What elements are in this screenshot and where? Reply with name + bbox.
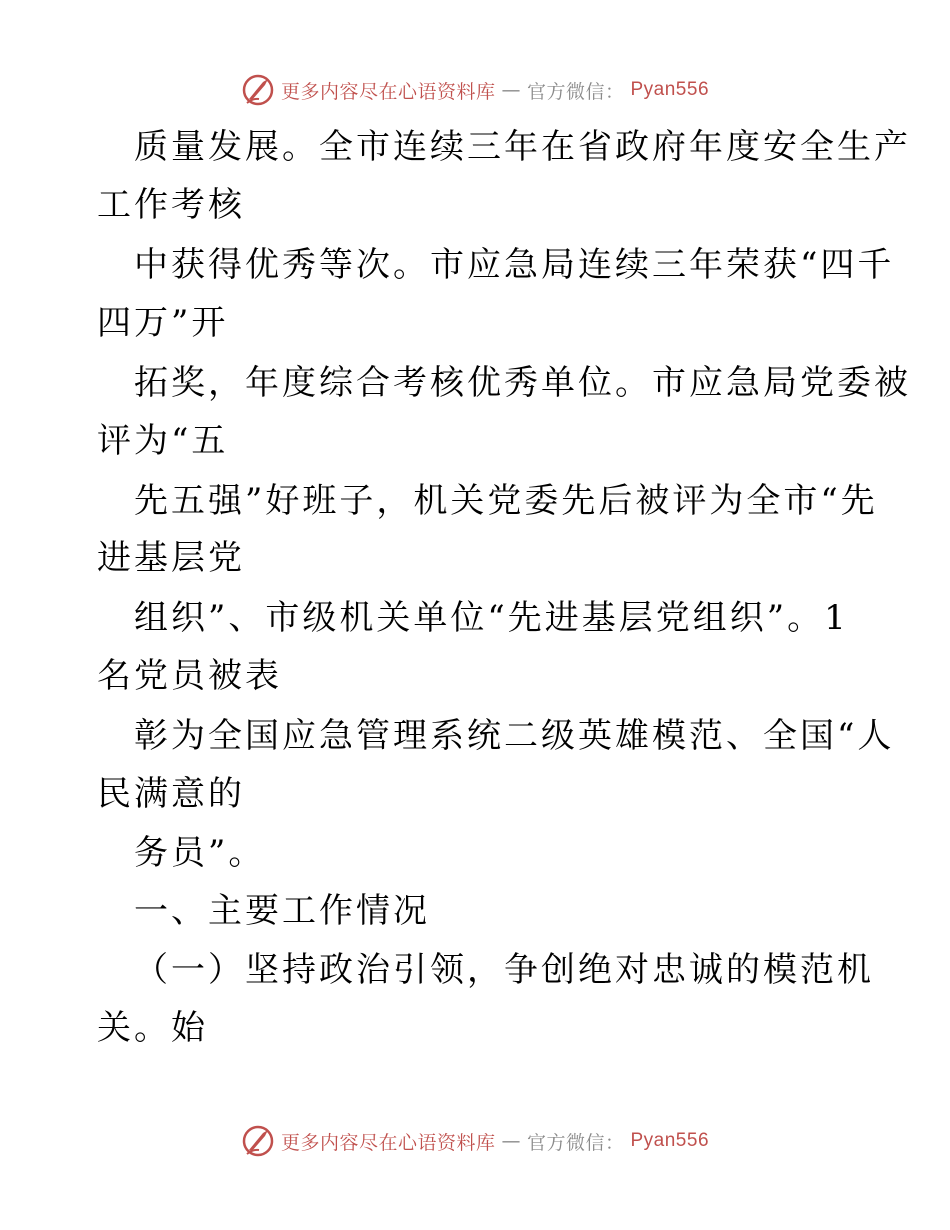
watermark-wechat-label: 官方微信： [526,1131,625,1154]
text-line: 先五强”好班子，机关党委先后被评为全市“先 [134,481,878,521]
footer-watermark [0,1124,950,1158]
quill-pen-logo-icon [241,73,275,107]
text-line: 中获得优秀等次。市应急局连续三年荣获“四千 [134,245,895,285]
watermark-wechat-id: Pyan556 [630,1130,710,1151]
section-heading: 一、主要工作情况 [134,891,430,931]
text-line: 务员”。 [134,833,266,873]
watermark-site-text: 更多内容尽在心语资料库 [280,80,496,103]
text-line: 彰为全国应急管理系统二级英雄模范、全国“人 [134,716,895,756]
text-line: 关。始 [97,1008,208,1048]
text-line: 进基层党 [97,538,245,578]
watermark-wechat-id: Pyan556 [630,79,710,100]
text-line: 评为“五 [97,421,229,461]
text-line: 民满意的 [97,774,245,814]
text-line: 名党员被表 [97,656,282,696]
text-line: 拓奖，年度综合考核优秀单位。市应急局党委被 [134,363,911,403]
watermark-wechat-label: 官方微信： [526,80,625,103]
text-line: 组织”、市级机关单位“先进基层党组织”。1 [134,598,849,638]
header-watermark [0,73,950,107]
watermark-dash: — [501,1130,521,1152]
subsection-heading: （一）坚持政治引领，争创绝对忠诚的模范机 [134,950,874,990]
quill-pen-logo-icon [241,1124,275,1158]
text-line: 工作考核 [97,185,245,225]
text-line: 质量发展。全市连续三年在省政府年度安全生产 [134,127,911,167]
watermark-site-text: 更多内容尽在心语资料库 [280,1131,496,1154]
text-line: 四万”开 [97,303,229,343]
watermark-dash: — [501,79,521,101]
